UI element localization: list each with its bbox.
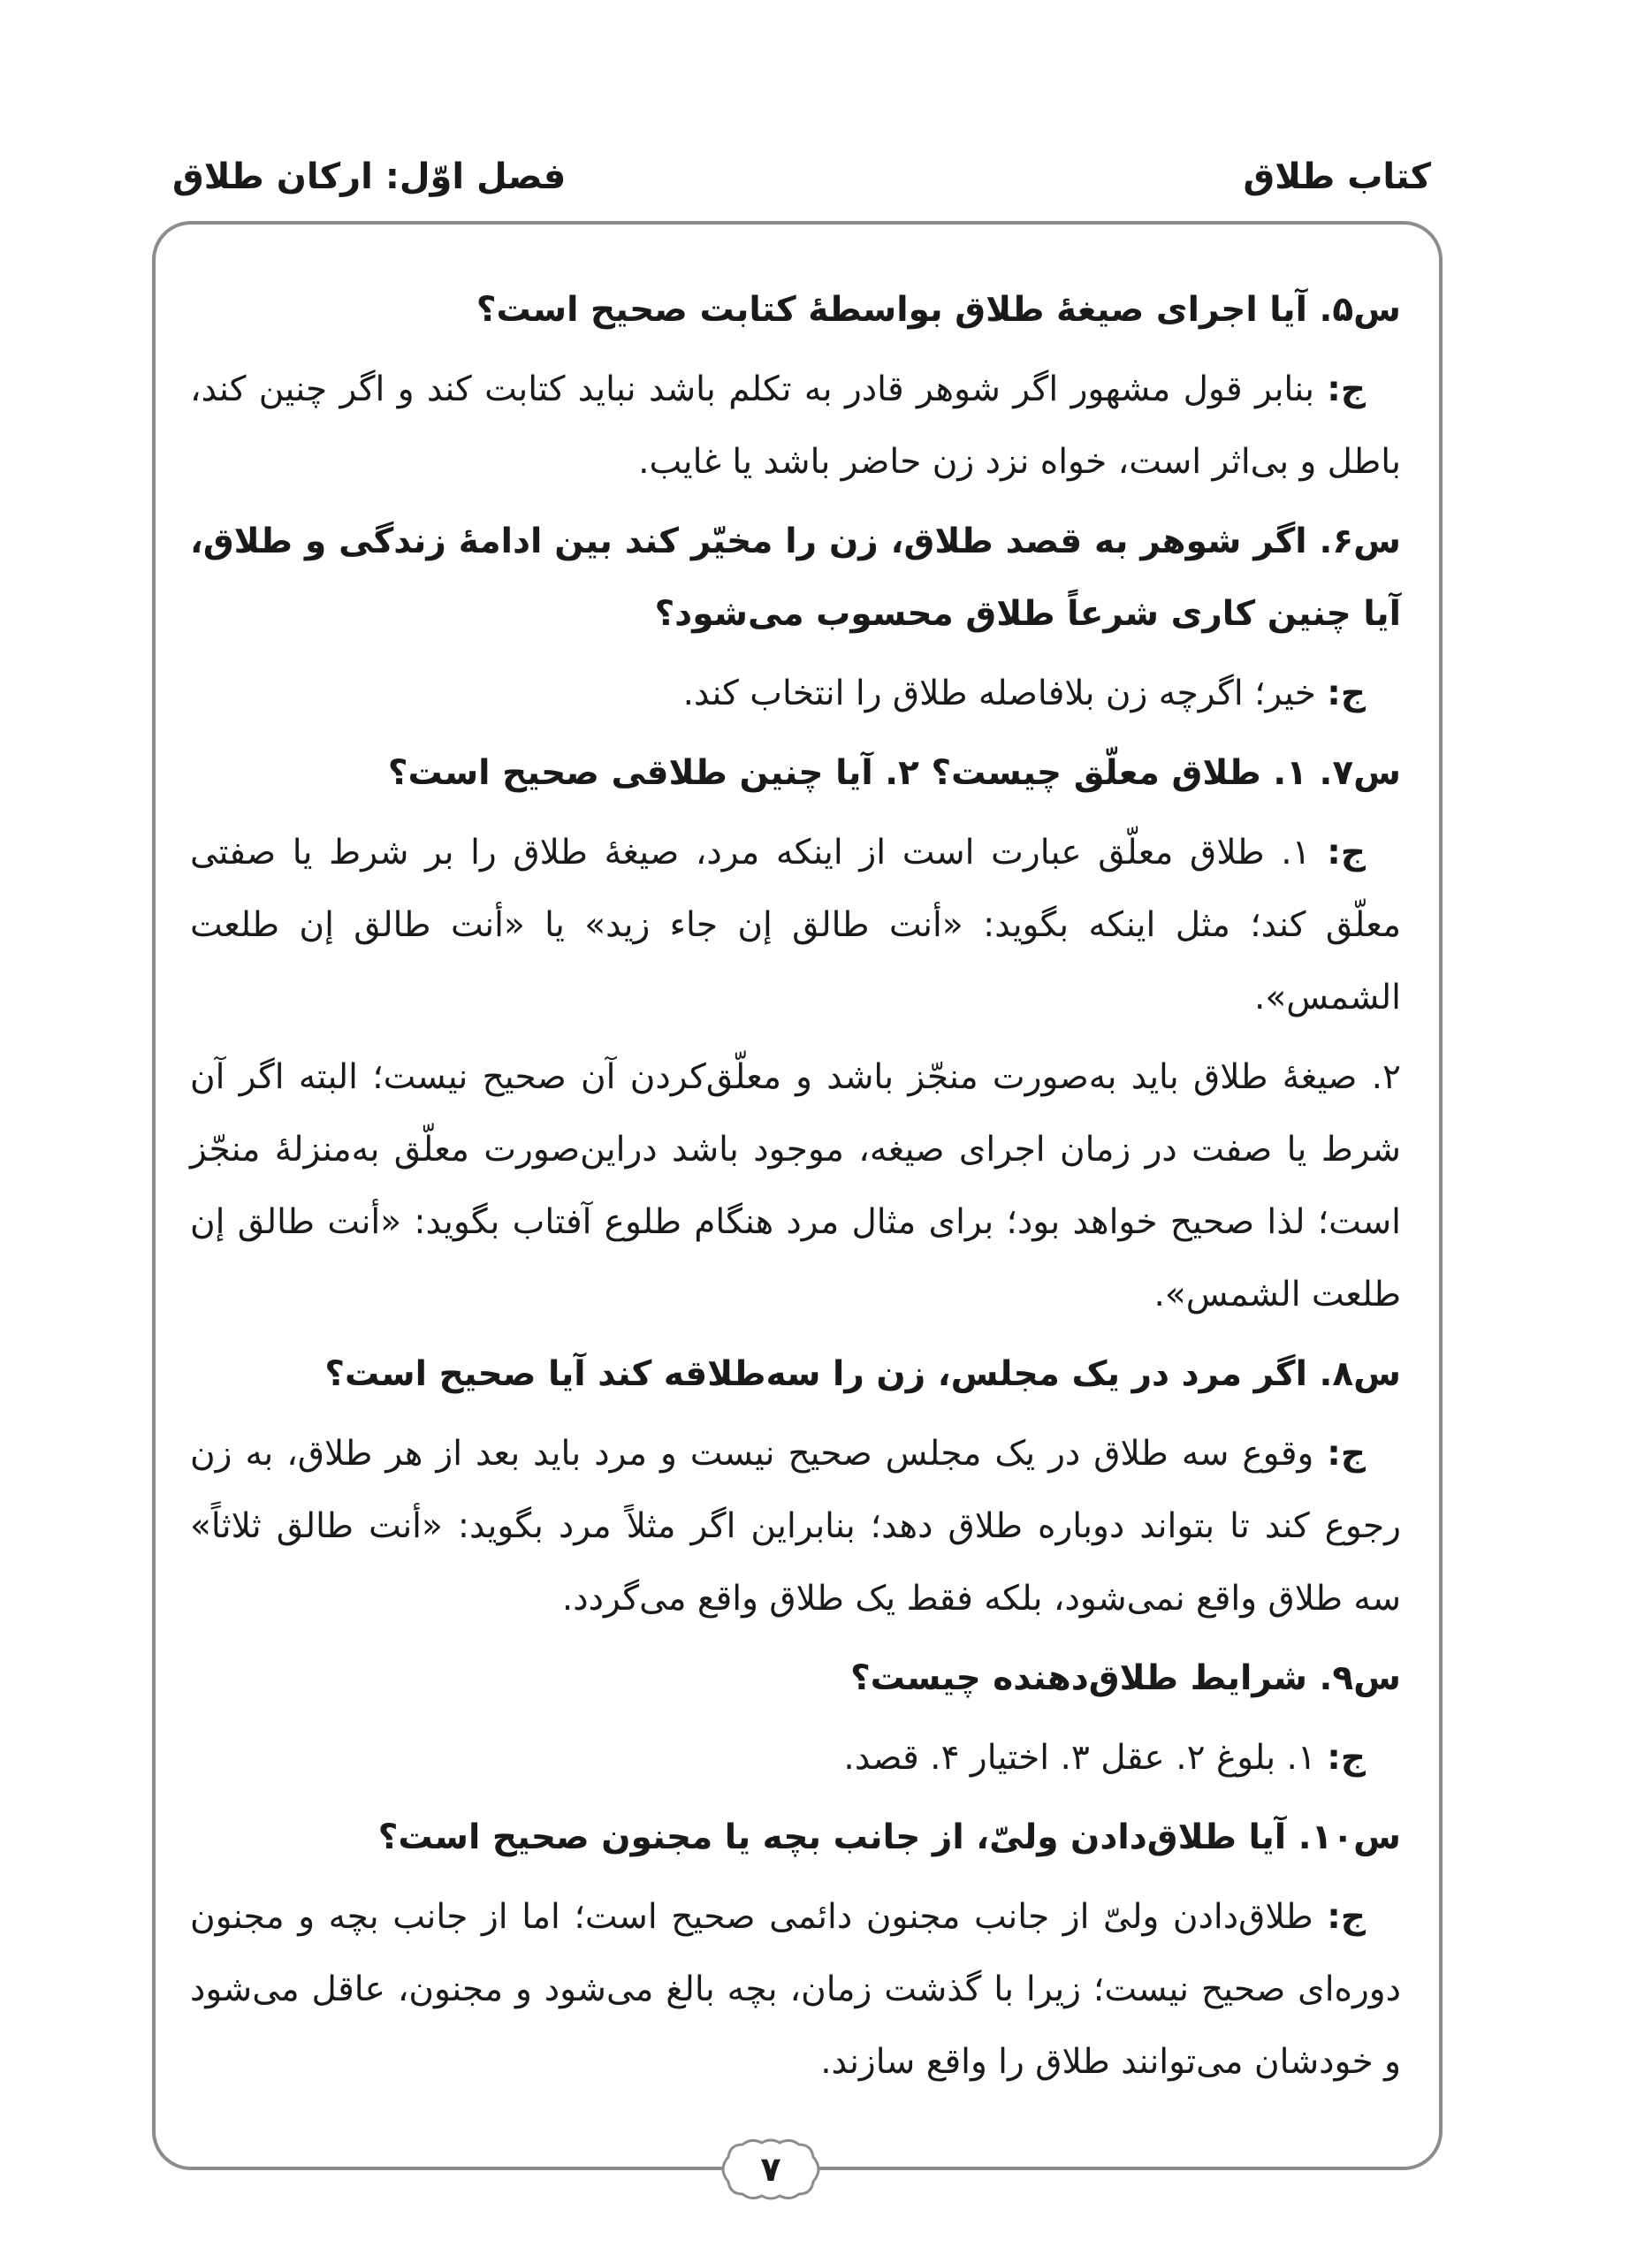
question-5: س۵. آیا اجرای صیغهٔ طلاق بواسطهٔ کتابت صحیح است؟ [476, 290, 1401, 330]
answer-10: ج: طلاق‌دادن ولیّ از جانب مجنون دائمی صحیح است؛ اما از جانب بچه و مجنون دوره‌ای صحیح نیست؛ زیرا با گذشت زمان، بچه بالغ می‌شود و مجنون، عاقل می‌شود و خودشان می‌توانند طلاق را واقع سازند. [190, 1897, 1401, 2082]
book-title: کتاب طلاق [1243, 156, 1431, 197]
answer-5: ج: بنابر قول مشهور اگر شوهر قادر به تکلم باشد نباید کتابت کند و اگر چنین کند، باطل و بی‌اثر است، خواه نزد زن حاضر باشد یا غایب. [190, 370, 1401, 482]
page-number-badge [716, 2137, 826, 2201]
answer-7-part-2: ۲. صیغهٔ طلاق باید به‌صورت منجّز باشد و معلّق‌کردن آن صحیح نیست؛ البته اگر آن شرط یا صفت در زمان اجرای صیغه، موجود باشد دراین‌صورت معلّق به‌منزلهٔ منجّز است؛ لذا صحیح خواهد بود؛ برای مثال مرد هنگام طلوع آفتاب بگوید: «أنت طالق إن طلعت الشمس». [190, 1057, 1401, 1314]
question-8: س۸. اگر مرد در یک مجلس، زن را سه‌طلاقه کند آیا صحیح است؟ [324, 1354, 1401, 1394]
answer-prefix: ج: [1327, 674, 1366, 713]
question-10: س۱۰. آیا طلاق‌دادن ولیّ، از جانب بچه یا مجنون صحیح است؟ [377, 1817, 1401, 1857]
qa-content [190, 274, 1401, 2106]
answer-6: ج: خیر؛ اگرچه زن بلافاصله طلاق را انتخاب کند. [682, 674, 1366, 713]
answer-prefix: ج: [1327, 1738, 1366, 1778]
answer-8: ج: وقوع سه طلاق در یک مجلس صحیح نیست و مرد باید بعد از هر طلاق، به زن رجوع کند تا بتواند دوباره طلاق دهد؛ بنابراین اگر مثلاً مرد بگوید: «أنت طالق ثلاثاً» سه طلاق واقع نمی‌شود، بلکه فقط یک طلاق واقع می‌گردد. [190, 1434, 1401, 1619]
answer-9: ج: ۱. بلوغ ۲. عقل ۳. اختیار ۴. قصد. [843, 1738, 1366, 1778]
answer-prefix: ج: [1327, 1897, 1366, 1937]
page-number: ۷ [760, 2150, 781, 2189]
answer-prefix: ج: [1327, 833, 1366, 872]
answer-prefix: ج: [1327, 1434, 1366, 1474]
question-9: س۹. شرایط طلاق‌دهنده چیست؟ [850, 1658, 1401, 1698]
answer-7-part-1: ج: ۱. طلاق معلّق عبارت است از اینکه مرد، صیغهٔ طلاق را بر شرط یا صفتی معلّق کند؛ مثل اینکه بگوید: «أنت طالق إن جاء زید» یا «أنت طالق إن طلعت الشمس». [190, 833, 1401, 1017]
chapter-title: فصل اوّل: ارکان طلاق [172, 156, 567, 197]
question-6: س۶. اگر شوهر به قصد طلاق، زن را مخیّر کند بین ادامهٔ زندگی و طلاق، آیا چنین کاری شرعاً طلاق محسوب می‌شود؟ [190, 522, 1401, 634]
answer-prefix: ج: [1327, 370, 1366, 409]
running-head [172, 150, 1431, 203]
question-7: س۷. ۱. طلاق معلّق چیست؟ ۲. آیا چنین طلاقی صحیح است؟ [387, 753, 1401, 793]
